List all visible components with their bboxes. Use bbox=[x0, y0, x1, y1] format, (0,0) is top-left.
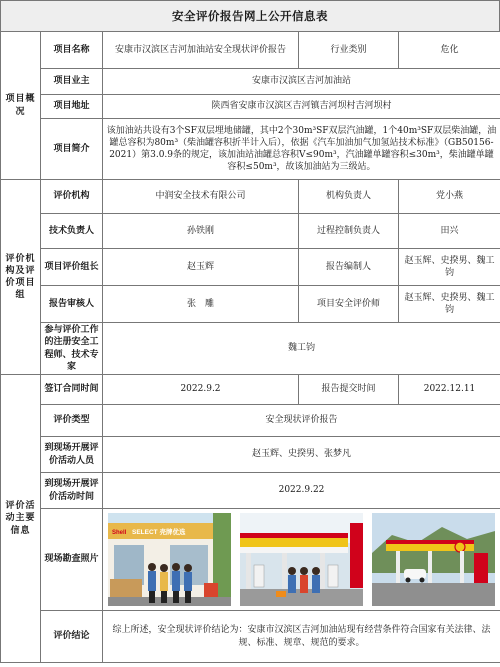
row-photos bbox=[1, 509, 500, 611]
row-conclusion bbox=[1, 611, 500, 663]
forecourt-photo-drawing bbox=[240, 513, 363, 606]
site-staff-label: 到现场开展评价活动人员 bbox=[41, 437, 103, 473]
address-value: 陕西省安康市汉滨区吉河镇吉河坝村吉河坝村 bbox=[103, 95, 500, 119]
type-label: 评价类型 bbox=[41, 405, 103, 437]
section-overview: 项目概况 bbox=[1, 32, 41, 180]
photo-strip bbox=[106, 513, 497, 606]
site-photo-overview bbox=[372, 513, 495, 606]
site-staff-value: 赵玉辉、史揆男、张梦凡 bbox=[103, 437, 500, 473]
process-head-value: 田兴 bbox=[399, 214, 500, 249]
row-team-leader bbox=[1, 249, 500, 286]
row-address bbox=[1, 95, 500, 119]
engineer-value: 魏工钧 bbox=[103, 323, 500, 375]
overview-photo-drawing bbox=[372, 513, 495, 606]
photos-label: 现场勘查照片 bbox=[41, 509, 103, 611]
row-type bbox=[1, 405, 500, 437]
agency-head-label: 机构负责人 bbox=[299, 180, 399, 214]
summary-value: 该加油站共设有3个SF双层埋地储罐，其中2个30m³SF双层汽油罐，1个40m³SF双层柴油罐，油罐总容积为80m³（柴油罐容积折半计入后），依据《汽车加油加气加氢站技术标准》（GB50156-2021）第3.0.9条的规定，该加油站油罐总容积V≤90m³，汽油罐单罐容积≤30m³，柴油罐单罐容积≤50m³，故该加油站为三级站。 bbox=[103, 119, 500, 180]
info-table bbox=[0, 31, 500, 663]
contract-label: 签订合同时间 bbox=[41, 375, 103, 405]
site-time-label: 到现场开展评价活动时间 bbox=[41, 473, 103, 509]
photos-cell bbox=[103, 509, 500, 611]
team-leader-value: 赵玉辉 bbox=[103, 249, 299, 286]
shop-brand-text: Shell bbox=[112, 530, 127, 536]
agency-label: 评价机构 bbox=[41, 180, 103, 214]
row-reviewer bbox=[1, 286, 500, 323]
tech-head-label: 技术负责人 bbox=[41, 214, 103, 249]
summary-label: 项目简介 bbox=[41, 119, 103, 180]
sheet-title: 安全评价报告网上公开信息表 bbox=[0, 0, 500, 32]
row-engineer bbox=[1, 323, 500, 375]
report-writer-value: 赵玉辉、史揆男、魏工钧 bbox=[399, 249, 500, 286]
report-writer-label: 报告编制人 bbox=[299, 249, 399, 286]
process-head-label: 过程控制负责人 bbox=[299, 214, 399, 249]
agency-value: 中润安全技术有限公司 bbox=[103, 180, 299, 214]
project-name-value: 安康市汉滨区吉河加油站安全现状评价报告 bbox=[103, 32, 299, 69]
agency-head-value: 党小燕 bbox=[399, 180, 500, 214]
row-tech-head bbox=[1, 214, 500, 249]
row-owner bbox=[1, 69, 500, 95]
row-agency bbox=[1, 180, 500, 214]
row-contract bbox=[1, 375, 500, 405]
industry-label: 行业类别 bbox=[299, 32, 399, 69]
site-photo-forecourt bbox=[240, 513, 363, 606]
submit-label: 报告提交时间 bbox=[299, 375, 399, 405]
submit-value: 2022.12.11 bbox=[399, 375, 500, 405]
owner-value: 安康市汉滨区吉河加油站 bbox=[103, 69, 500, 95]
section-org: 评价机构及评价项目组 bbox=[1, 180, 41, 375]
engineer-label: 参与评价工作的注册安全工程师、技术专家 bbox=[41, 323, 103, 375]
row-site-time bbox=[1, 473, 500, 509]
shop-photo-drawing bbox=[108, 513, 231, 606]
reviewer-label: 报告审核人 bbox=[41, 286, 103, 323]
shop-sign-text: SELECT 壳牌优选 bbox=[132, 529, 186, 536]
row-site-staff bbox=[1, 437, 500, 473]
team-leader-label: 项目评价组长 bbox=[41, 249, 103, 286]
site-time-value: 2022.9.22 bbox=[103, 473, 500, 509]
conclusion-label: 评价结论 bbox=[41, 611, 103, 663]
industry-value: 危化 bbox=[399, 32, 500, 69]
project-name-label: 项目名称 bbox=[41, 32, 103, 69]
safety-assessor-value: 赵玉辉、史揆男、魏工钧 bbox=[399, 286, 500, 323]
contract-value: 2022.9.2 bbox=[103, 375, 299, 405]
conclusion-value: 综上所述，安全现状评价结论为：安康市汉滨区吉河加油站现有经营条件符合国家有关法律、法规、标准、规章、规范的要求。 bbox=[103, 611, 500, 663]
safety-assessor-label: 项目安全评价师 bbox=[299, 286, 399, 323]
row-project-name bbox=[1, 32, 500, 69]
reviewer-value: 张 雕 bbox=[103, 286, 299, 323]
tech-head-value: 孙铁刚 bbox=[103, 214, 299, 249]
type-value: 安全现状评价报告 bbox=[103, 405, 500, 437]
site-photo-shop bbox=[108, 513, 231, 606]
row-summary bbox=[1, 119, 500, 180]
section-activity: 评价活动主要信息 bbox=[1, 375, 41, 663]
address-label: 项目地址 bbox=[41, 95, 103, 119]
owner-label: 项目业主 bbox=[41, 69, 103, 95]
